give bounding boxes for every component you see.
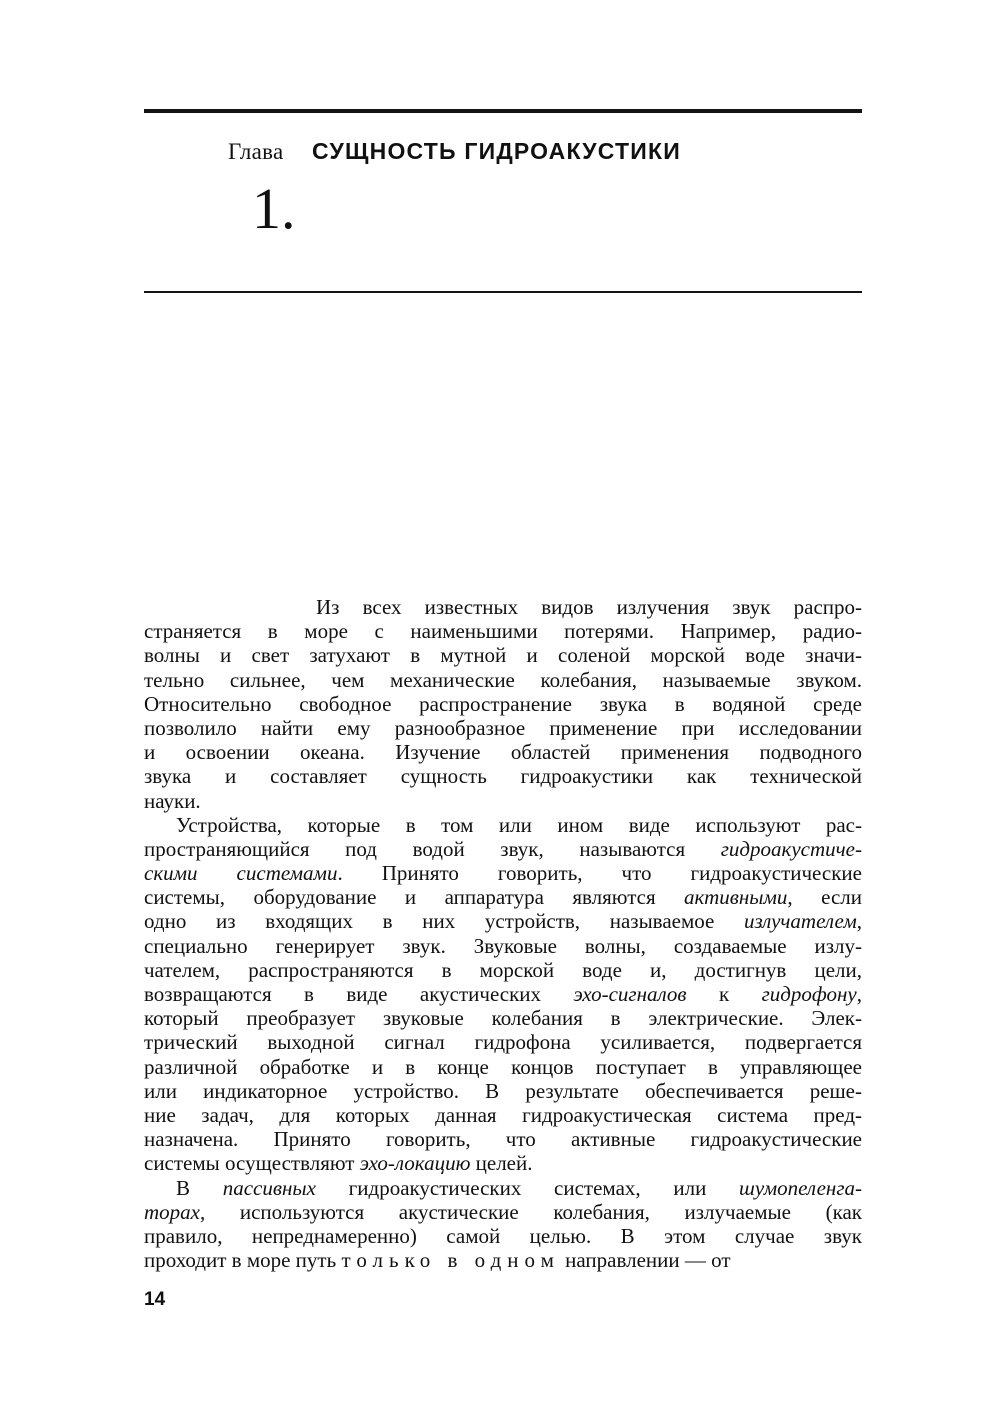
italic-term: излучателем — [744, 909, 857, 934]
text-segment: который преобразует звуковые колебания в электрические. Элек- — [144, 1006, 862, 1031]
text-segment: . Принято говорить, что гидроакустические — [337, 861, 862, 886]
chapter-title: СУЩНОСТЬ ГИДРОАКУСТИКИ — [312, 138, 681, 164]
text-line — [144, 1079, 862, 1103]
text-segment: Из всех известных видов излучения звук распро- — [316, 595, 862, 619]
text-line — [144, 1151, 862, 1175]
text-line — [144, 789, 862, 813]
chapter-label: Глава — [228, 139, 284, 164]
italic-term: эхо-сигналов — [573, 982, 687, 1006]
text-line — [144, 861, 862, 885]
text-line — [144, 885, 862, 909]
text-segment: возвращаются в виде акустических — [144, 982, 574, 1006]
italic-term: гидрофону — [761, 982, 857, 1006]
text-line — [144, 934, 862, 958]
text-segment: или индикаторное устройство. В результате обеспечивается реше- — [144, 1078, 862, 1103]
text-line — [144, 813, 862, 837]
text-segment: пространяющийся под водой звук, называются — [144, 836, 721, 861]
text-segment: гидроакустических системах, или — [315, 1175, 740, 1200]
body-text — [144, 595, 862, 1272]
text-segment: , — [856, 909, 862, 934]
chapter-number: 1. — [252, 176, 296, 241]
text-line — [144, 764, 862, 788]
text-segment: системы осуществляют — [144, 1151, 360, 1176]
text-line — [144, 1030, 862, 1054]
italic-term: пассивных — [222, 1175, 316, 1200]
text-line — [144, 643, 862, 667]
text-line — [144, 692, 862, 716]
text-line — [144, 1055, 862, 1079]
italic-term: эхо-локацию — [359, 1151, 471, 1176]
text-line — [144, 837, 862, 861]
text-line — [144, 668, 862, 692]
text-segment: одно из входящих в них устройств, называемое — [144, 909, 745, 934]
text-segment: к — [686, 982, 762, 1006]
italic-term: торах — [144, 1199, 200, 1224]
italic-term: гидроакустиче- — [720, 836, 862, 861]
text-segment: , используются акустические колебания, излучаемые (как — [200, 1199, 862, 1224]
text-segment: страняется в море с наименьшими потерями. Например, радио- — [144, 619, 862, 644]
text-segment: чателем, распространяются в морской воде и, достигнув цели, — [144, 957, 862, 982]
text-segment: волны и свет затухают в мутной и соленой морской воде значи- — [144, 643, 862, 668]
text-segment: позволило найти ему разнообразное применение при исследовании — [144, 715, 862, 740]
text-line — [144, 909, 862, 933]
text-line — [144, 1127, 862, 1151]
text-segment: Относительно свободное распространение звука в водяной среде — [144, 691, 862, 716]
text-line — [144, 716, 862, 740]
bottom-rule — [144, 291, 862, 293]
text-line — [144, 1176, 862, 1200]
text-line — [144, 1006, 862, 1030]
text-segment: звука и составляет сущность гидроакустики как технической — [144, 764, 862, 789]
text-segment: ние задач, для которых данная гидроакустическая система пред- — [144, 1102, 862, 1127]
page-number: 14 — [144, 1289, 166, 1310]
text-segment: целей. — [470, 1151, 533, 1176]
italic-term: шумопеленга- — [739, 1175, 863, 1200]
text-line — [144, 958, 862, 982]
text-segment: Устройства, которые в том или ином виде используют рас- — [176, 812, 862, 837]
text-segment: тельно сильнее, чем механические колебания, называемые звуком. — [144, 667, 862, 692]
text-segment: проходит в море путь — [144, 1248, 342, 1273]
text-line — [144, 1103, 862, 1127]
text-line — [144, 619, 862, 643]
text-segment: системы, оборудование и аппаратура являются — [144, 885, 685, 910]
text-segment: и освоении океана. Изучение областей применения подводного — [144, 740, 862, 765]
text-segment: назначена. Принято говорить, что активные гидроакустические — [144, 1127, 862, 1152]
text-segment: правило, непреднамеренно) самой целью. В этом случае звук — [144, 1223, 862, 1248]
text-line — [144, 740, 862, 764]
text-segment: , если — [787, 885, 862, 910]
text-segment: специально генерирует звук. Звуковые волны, создаваемые излу- — [144, 933, 862, 958]
top-rule — [144, 109, 862, 113]
italic-term: активными — [684, 885, 788, 910]
text-segment: , — [856, 982, 862, 1006]
spaced-emphasis: только в одном — [341, 1248, 560, 1273]
text-line — [144, 595, 862, 619]
text-segment: В — [176, 1175, 223, 1200]
text-line — [144, 1200, 862, 1224]
text-segment: направлении — от — [559, 1248, 731, 1273]
italic-term: скими системами — [144, 861, 338, 886]
text-line — [144, 982, 862, 1006]
text-line — [144, 1248, 862, 1272]
text-segment: трический выходной сигнал гидрофона усиливается, подвергается — [144, 1030, 862, 1055]
text-line — [144, 1224, 862, 1248]
text-segment: различной обработке и в конце концов поступает в управляющее — [144, 1054, 862, 1079]
text-segment: науки. — [144, 788, 201, 813]
